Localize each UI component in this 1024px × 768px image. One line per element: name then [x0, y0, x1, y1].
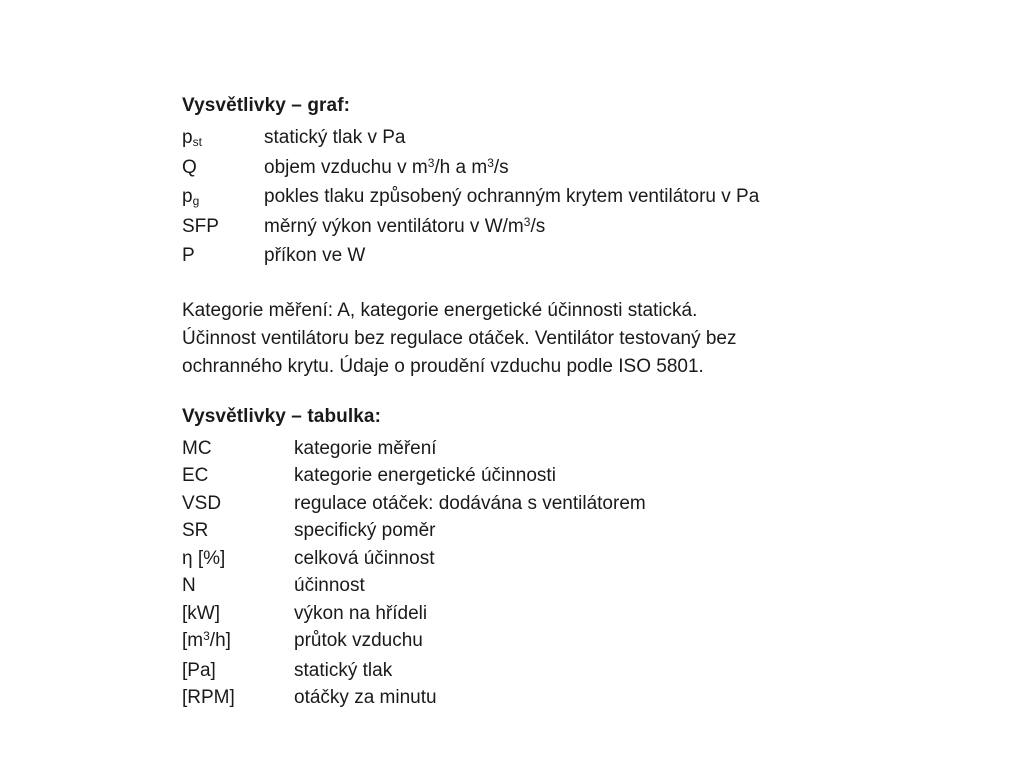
- legend-term: P: [182, 245, 195, 266]
- graph-legend-section: [182, 92, 1024, 270]
- legend-term: EC: [182, 465, 209, 486]
- legend-description: kategorie měření: [294, 437, 437, 459]
- legend-term: SR: [182, 520, 209, 541]
- legend-description: statický tlak: [294, 659, 393, 681]
- legend-term: $p_{st}$: [182, 127, 202, 149]
- legend-description: účinnost: [294, 575, 365, 596]
- legend-description: regulace otáček: dodávána s ventilátorem: [294, 492, 646, 514]
- graph-legend-title: Vysvětlivky – graf:: [182, 95, 351, 116]
- list-item: [182, 183, 1024, 213]
- list-item: [182, 657, 1024, 685]
- legend-term: VSD: [182, 492, 222, 514]
- note-line-3: ochranného krytu. Údaje o proudění vzduchu podle ISO 5801.: [182, 355, 704, 377]
- legend-description: průtok vzduchu: [294, 630, 423, 651]
- legend-term: Q: [182, 156, 197, 178]
- legend-term: [kW]: [182, 602, 220, 624]
- note-line-2: Účinnost ventilátoru bez regulace otáček. Ventilátor testovaný bez: [182, 327, 737, 349]
- legend-description: otáčky za minutu: [294, 687, 437, 708]
- table-legend-list: [182, 435, 1024, 712]
- list-item: [182, 600, 1024, 628]
- list-item: [182, 684, 1024, 712]
- list-item: [182, 462, 1024, 490]
- list-item: [182, 627, 1024, 657]
- spacer: [182, 270, 1024, 297]
- note-line-1: Kategorie měření: A, kategorie energetické účinnosti statická.: [182, 299, 698, 321]
- list-item: [182, 435, 1024, 463]
- list-item: [182, 213, 1024, 243]
- legend-description: kategorie energetické účinnosti: [294, 465, 556, 486]
- legend-description: příkon ve W: [264, 245, 366, 266]
- measurement-note-section: [182, 297, 1024, 381]
- legend-term: $[m^3/h]$: [182, 629, 231, 651]
- legend-term: $p_g$: [182, 186, 200, 208]
- graph-legend-list: [182, 124, 1024, 270]
- list-item: [182, 545, 1024, 573]
- legend-description: specifický poměr: [294, 520, 436, 541]
- legend-description: pokles tlaku způsobený ochranným krytem ventilátoru v Pa: [264, 186, 760, 207]
- list-item: [182, 242, 1024, 270]
- list-item: [182, 490, 1024, 518]
- legend-description: objem vzduchu v $m^3/h$ a $m^3/s$: [264, 155, 509, 178]
- legend-term: N: [182, 575, 196, 596]
- list-item: [182, 154, 1024, 184]
- list-item: [182, 572, 1024, 600]
- table-legend-section: [182, 403, 1024, 712]
- spacer: [182, 381, 1024, 403]
- legend-term: MC: [182, 437, 212, 459]
- legend-description: výkon na hřídeli: [294, 602, 428, 624]
- list-item: [182, 124, 1024, 154]
- legend-term: η [%]: [182, 547, 226, 569]
- legend-term: [RPM]: [182, 687, 235, 708]
- table-legend-title: Vysvětlivky – tabulka:: [182, 405, 381, 427]
- legend-term: [Pa]: [182, 659, 216, 681]
- legend-description: statický tlak v Pa: [264, 127, 406, 148]
- legend-description: celková účinnost: [294, 547, 435, 569]
- legend-term: SFP: [182, 215, 219, 237]
- legend-description: měrný výkon ventilátoru v $W/m^3/s$: [264, 214, 546, 237]
- list-item: [182, 517, 1024, 545]
